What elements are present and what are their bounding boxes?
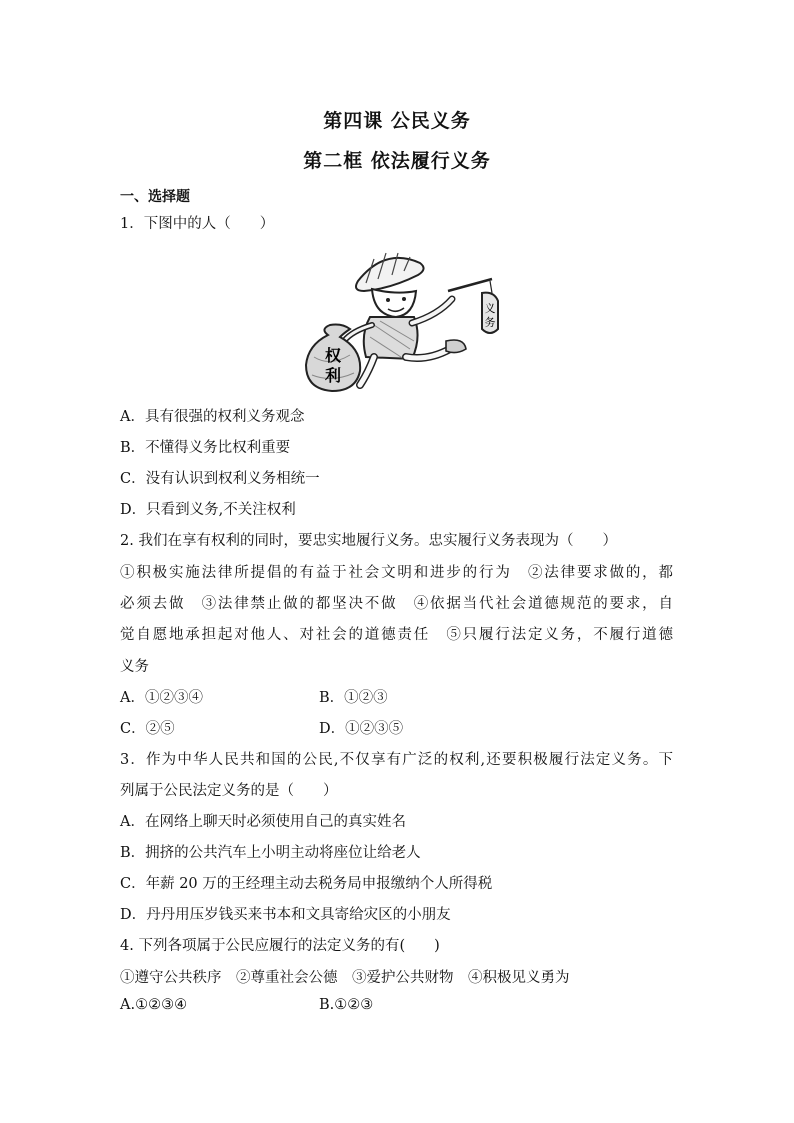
q1-stem: 1．下图中的人（ ） xyxy=(120,216,275,232)
hat-shape xyxy=(356,258,424,291)
q4-option-b: B.①②③ xyxy=(319,997,374,1013)
q4-stem: 4. 下列各项属于公民应履行的法定义务的有( ) xyxy=(120,938,440,954)
bag-label-bottom: 利 xyxy=(324,366,342,385)
q2-body-line: 必须去做 ③法律禁止做的都坚决不做 ④依据当代社会道德规范的要求，自 xyxy=(120,596,673,612)
q1-option-b: B．不懂得义务比权利重要 xyxy=(120,440,291,456)
q1-option-d: D．只看到义务,不关注权利 xyxy=(120,502,296,518)
q2-option-c: C．②⑤ xyxy=(120,721,175,737)
q3-option-b: B．拥挤的公共汽车上小明主动将座位让给老人 xyxy=(120,845,421,861)
part-heading: 一、选择题 xyxy=(120,189,190,205)
q2-body-line: ①积极实施法律所提倡的有益于社会文明和进步的行为 ②法律要求做的，都 xyxy=(120,565,673,581)
q3-option-d: D．丹丹用压岁钱买来书本和文具寄给灾区的小朋友 xyxy=(120,907,451,923)
q4-body: ①遵守公共秩序 ②尊重社会公德 ③爱护公共财物 ④积极见义勇为 xyxy=(120,970,570,986)
q1-cartoon-figure xyxy=(300,245,510,395)
q3-option-a: A．在网络上聊天时必须使用自己的真实姓名 xyxy=(120,814,406,830)
face-shape xyxy=(372,289,416,317)
q3-stem-line: 3．作为中华人民共和国的公民,不仅享有广泛的权利,还要积极履行法定义务。下 xyxy=(120,752,673,768)
q3-stem-line: 列属于公民法定义务的是（ ） xyxy=(120,783,338,799)
q2-option-b: B．①②③ xyxy=(319,690,388,706)
q3-option-c: C．年薪 20 万的王经理主动去税务局申报缴纳个人所得税 xyxy=(120,876,493,892)
lesson-title: 第四课 公民义务 xyxy=(323,110,471,132)
section-title: 第二框 依法履行义务 xyxy=(303,150,491,172)
q2-stem: 2. 我们在享有权利的同时，要忠实地履行义务。忠实履行义务表现为（ ） xyxy=(120,533,617,549)
q2-option-d: D．①②③⑤ xyxy=(319,721,404,737)
q2-body-line: 义务 xyxy=(120,659,149,675)
tag-label-bottom: 务 xyxy=(484,316,496,329)
q1-option-c: C．没有认识到权利义务相统一 xyxy=(120,471,320,487)
q2-option-a: A．①②③④ xyxy=(120,690,203,706)
tag-label-top: 义 xyxy=(484,302,496,315)
cartoon-illustration xyxy=(300,245,510,395)
q1-option-a: A．具有很强的权利义务观念 xyxy=(120,409,305,425)
q4-option-a: A.①②③④ xyxy=(120,997,188,1013)
q2-body-line: 觉自愿地承担起对他人、对社会的道德责任 ⑤只履行法定义务，不履行道德 xyxy=(120,627,673,643)
bag-label-top: 权 xyxy=(324,346,342,365)
